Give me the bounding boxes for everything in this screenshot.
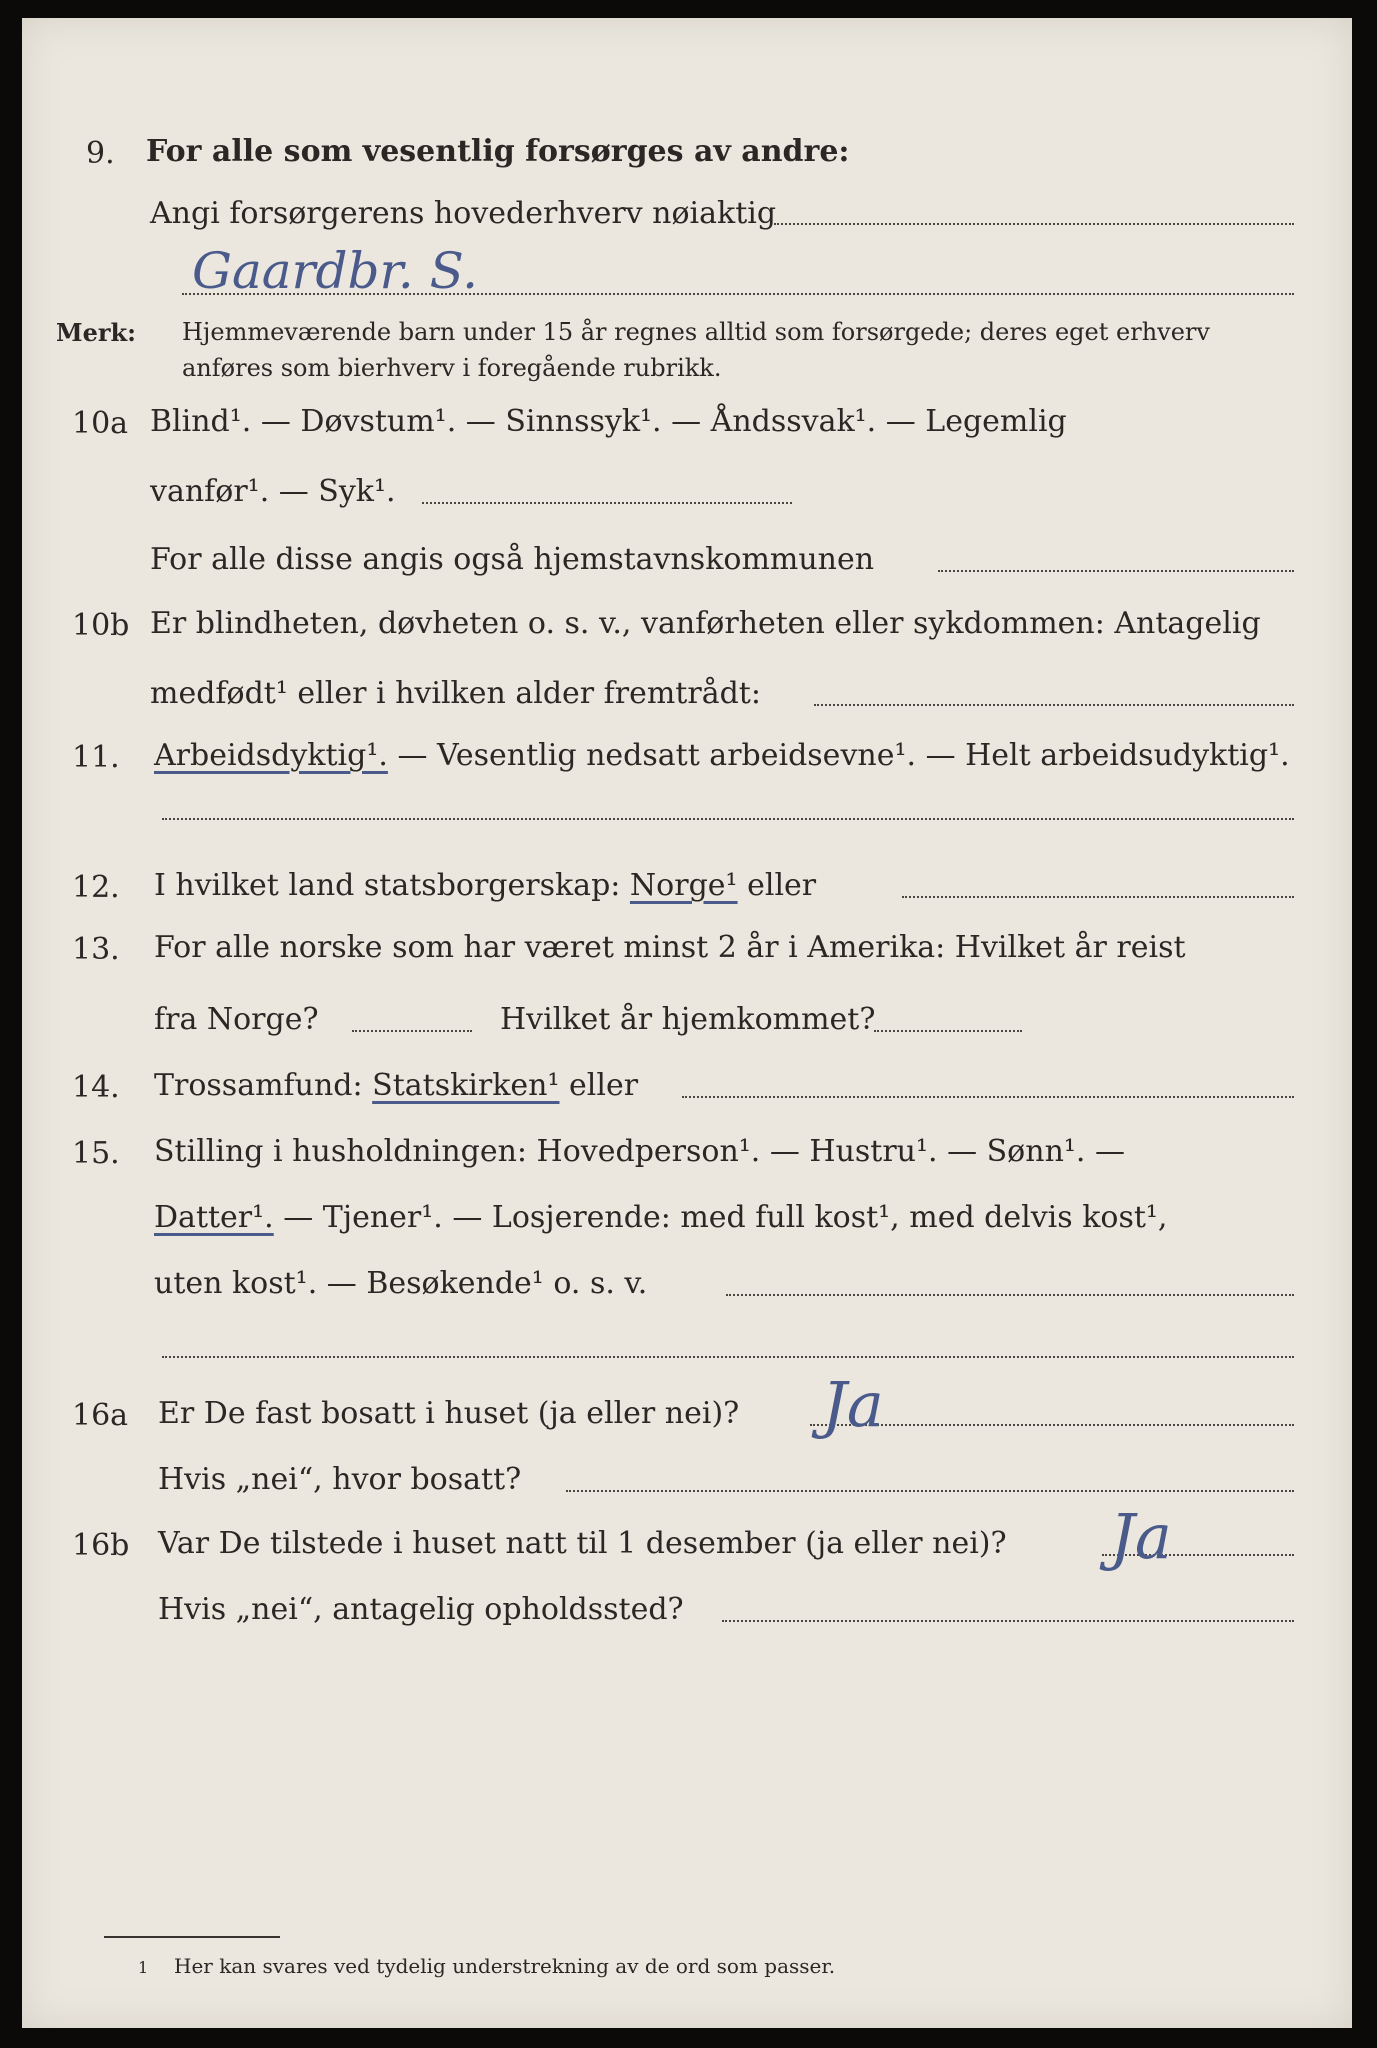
q14-number: 14. [72, 1070, 120, 1105]
q15-line-2-rest: — Tjener¹. — Losjerende: med full kost¹, med delvis kost¹, [273, 1200, 1168, 1235]
q9-prompt: Angi forsørgerens hovederhverv nøiaktig [150, 196, 777, 231]
q15-answer-line [726, 1294, 1294, 1296]
q15-line-3: uten kost¹. — Besøkende¹ o. s. v. [154, 1266, 648, 1301]
q13-hjemkommet-line [874, 1030, 1022, 1032]
q10a-answer-line [422, 502, 792, 504]
q16b-line-2: Hvis „nei“, antagelig opholdssted? [158, 1592, 684, 1627]
q10b-number: 10b [72, 608, 130, 643]
q12-underlined-option: Norge¹ [629, 868, 738, 903]
q14-answer-line [682, 1096, 1294, 1098]
q9-number: 9. [86, 136, 115, 171]
q12-number: 12. [72, 870, 120, 905]
footnote-text: Her kan svares ved tydelig understrekning av de ord som passer. [174, 1954, 836, 1978]
q14-prompt: Trossamfund: [154, 1068, 373, 1103]
q11-options [154, 738, 1290, 773]
census-form-page [22, 18, 1352, 2028]
q13-number: 13. [72, 932, 120, 967]
q16a-bosatt-line [566, 1490, 1294, 1492]
q13-line-2a: fra Norge? [154, 1002, 319, 1037]
q14-after: eller [559, 1068, 639, 1103]
q10a-line-1: Blind¹. — Døvstum¹. — Sinnssyk¹. — Åndssvak¹. — Legemlig [150, 404, 1067, 439]
q12-after: eller [737, 868, 817, 903]
q14-underlined-option: Statskirken¹ [372, 1068, 560, 1103]
q15-underlined-option: Datter¹. [154, 1200, 274, 1235]
q10a-kommune-line [938, 570, 1294, 572]
q14-question [154, 1068, 638, 1103]
q12-question [154, 868, 816, 903]
q10b-line-1: Er blindheten, døvheten o. s. v., vanførheten eller sykdommen: Antagelig [150, 606, 1261, 641]
q15-answer-line-2 [162, 1356, 1294, 1358]
q9-handwritten-answer: Gaardbr. S. [192, 242, 479, 300]
q16a-number: 16a [72, 1398, 129, 1433]
q13-reist-line [352, 1030, 472, 1032]
q16a-handwritten-answer: Ja [822, 1368, 884, 1441]
footnote-rule [104, 1936, 280, 1938]
q10a-number: 10a [72, 406, 129, 441]
merk-line-2: anføres som bierhverv i foregående rubrikk. [182, 354, 722, 382]
q16b-handwritten-answer: Ja [1110, 1500, 1172, 1573]
q13-line-2b: Hvilket år hjemkommet? [500, 1002, 876, 1037]
q15-number: 15. [72, 1136, 120, 1171]
q12-prompt: I hvilket land statsborgerskap: [154, 868, 630, 903]
footnote-mark: 1 [138, 1958, 149, 1977]
q9-answer-line [774, 223, 1294, 225]
q16b-line-1: Var De tilstede i huset natt til 1 desember (ja eller nei)? [158, 1526, 1007, 1561]
q11-underlined-option: Arbeidsdyktig¹. [154, 738, 388, 773]
merk-line-1: Hjemmeværende barn under 15 år regnes alltid som forsørgede; deres eget erhverv [182, 318, 1210, 346]
q9-heading: For alle som vesentlig forsørges av andre: [146, 134, 850, 169]
merk-label: Merk: [56, 318, 136, 347]
q16b-opholdssted-line [722, 1620, 1294, 1622]
q16a-line-1: Er De fast bosatt i huset (ja eller nei)? [158, 1396, 740, 1431]
q16a-line-2: Hvis „nei“, hvor bosatt? [158, 1462, 522, 1497]
q11-answer-line [162, 818, 1294, 820]
q11-number: 11. [72, 740, 120, 775]
q11-remaining-options: — Vesentlig nedsatt arbeidsevne¹. — Helt arbeidsudyktig¹. [387, 738, 1290, 773]
q10b-line-2: medfødt¹ eller i hvilken alder fremtrådt: [150, 676, 761, 711]
q16b-number: 16b [72, 1528, 130, 1563]
q10a-line-3: For alle disse angis også hjemstavnskommunen [150, 542, 875, 577]
q15-line-2 [154, 1200, 1167, 1235]
q13-line-1: For alle norske som har været minst 2 år i Amerika: Hvilket år reist [154, 930, 1186, 965]
q10b-answer-line [814, 704, 1294, 706]
q9-answer-line-2 [182, 293, 1294, 295]
q10a-line-2: vanfør¹. — Syk¹. [150, 474, 396, 509]
q12-answer-line [902, 896, 1294, 898]
q15-line-1: Stilling i husholdningen: Hovedperson¹. — Hustru¹. — Sønn¹. — [154, 1134, 1125, 1169]
